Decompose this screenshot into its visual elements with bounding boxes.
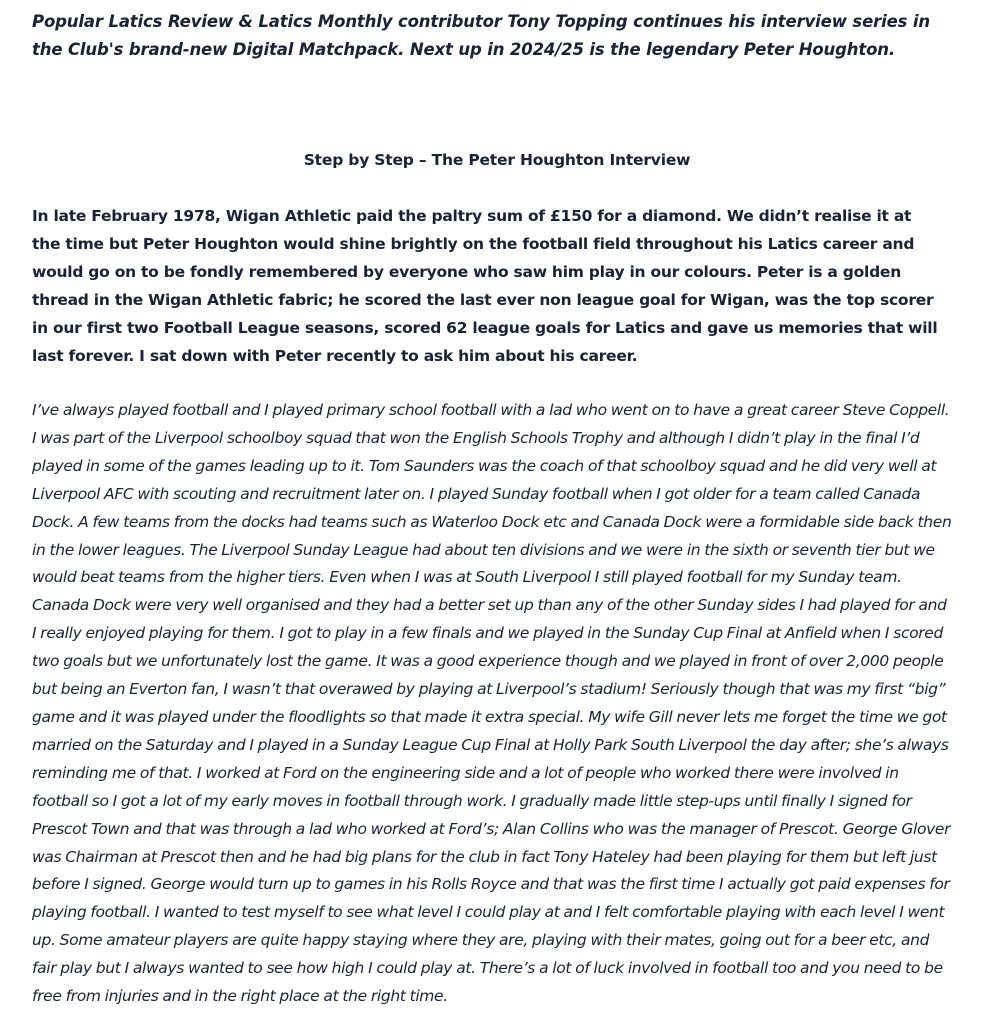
article-lead-paragraph: In late February 1978, Wigan Athletic paid the paltry sum of £150 for a diamond. We didn’t realise it at the time but Peter Houghton would shine brightly on the football field throughout his Latics career and would go on to be fondly remembered by everyone who saw him play in our colours. Peter is a golden thread in the Wigan Athletic fabric; he scored the last ever non league goal for Wigan, was the top scorer in our first two Football League seasons, scored 62 league goals for Latics and gave us memories that will last forever. I sat down with Peter recently to ask him about his career. (32, 207, 938, 365)
interview-answer-paragraph: I’ve always played football and I played primary school football with a lad who went on to have a great career Steve Coppell. I was part of the Liverpool schoolboy squad that won the English Schools Trophy and although I didn’t play in the final I’d played in some of the games leading up to it. Tom Saunders was the coach of that schoolboy squad and he did very well at Liverpool AFC with scouting and recruitment later on. I played Sunday football when I got older for a team called Canada Dock. A few teams from the docks had teams such as Waterloo Dock etc and Canada Dock were a formidable side back then in the lower leagues. The Liverpool Sunday League had about ten divisions and we were in the sixth or seventh tier but we would beat teams from the higher tiers. Even when I was at South Liverpool I still played football for my Sunday team. Canada Dock were very well organised and they had a better set up than any of the other Sunday sides I had played for and I really enjoyed playing for them. I got to play in a few finals and we played in the Sunday Cup Final at Anfield when I scored two goals but we unfortunately lost the game. It was a good experience though and we played in front of over 2,000 people but being an Everton fan, I wasn’t that overawed by playing at Liverpool’s stadium! Seriously though that was my first “big” game and it was played under the floodlights so that made it extra special. My wife Gill never lets me forget the time we got married on the Saturday and I played in a Sunday League Cup Final at Holly Park South Liverpool the day after; she’s always reminding me of that. I worked at Ford on the engineering side and a lot of people who worked there were involved in football so I got a lot of my early moves in football through work. I gradually made little step-ups until finally I signed for Prescot Town and that was through a lad who worked at Ford’s; Alan Collins who was the manager of Prescot. George Glover was Chairman at Prescot then and he had big plans for the club in fact Tony Hateley had been playing for them but left just before I signed. George would turn up to games in his Rolls Royce and that was the first time I actually got paid expenses for playing football. I wanted to test myself to see what level I could play at and I felt comfortable playing with each level I went up. Some amateur players are quite happy staying where they are, playing with their mates, going out for a beer etc, and fair play but I always wanted to see how high I could play at. There’s a lot of luck involved in football too and you need to be free from injuries and in the right place at the right time. (32, 401, 952, 1006)
article-title: Step by Step – The Peter Houghton Interview (303, 151, 691, 169)
article-intro: Popular Latics Review & Latics Monthly contributor Tony Topping continues his interview series in the Club's brand-new Digital Matchpack. Next up in 2024/25 is the legendary Peter Houghton. (32, 12, 931, 59)
